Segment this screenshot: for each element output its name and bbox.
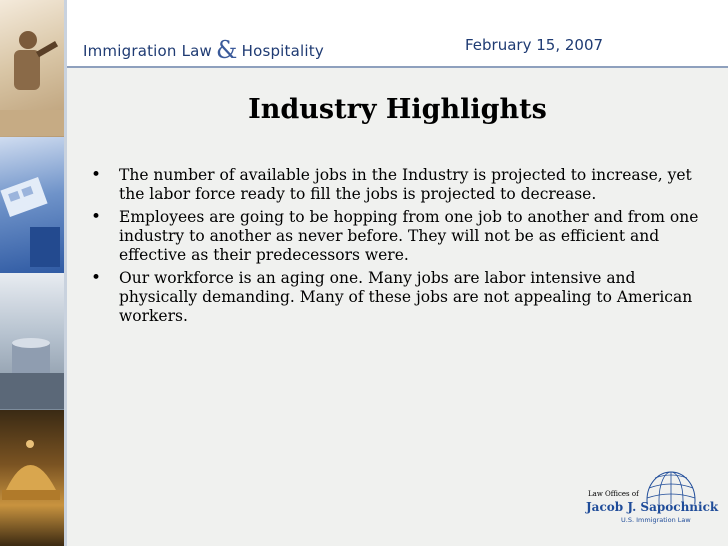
logo-name: Jacob J. Sapochnick: [586, 500, 719, 514]
bullet-text: Our workforce is an aging one. Many jobs are labor intensive and physically demanding. Many of these jobs are not appealing to American workers.: [119, 269, 693, 325]
globe-icon: [645, 470, 697, 504]
logo-small-text: Law Offices of: [588, 490, 639, 498]
photo-strip: [0, 0, 64, 546]
header-bar: [67, 0, 728, 66]
bullet-item: [91, 165, 699, 204]
bullet-item: [91, 207, 699, 265]
blue-building-photo: [0, 137, 64, 274]
logo-subtitle: U.S. Immigration Law: [621, 516, 691, 524]
hospitality-worker-photo: [0, 0, 64, 137]
header-date: February 15, 2007: [465, 36, 604, 54]
header-title-right: Hospitality: [241, 42, 324, 60]
bullet-list: [91, 165, 699, 330]
bullet-icon: •: [91, 165, 102, 185]
bullet-item: [91, 268, 699, 326]
slide-title: Industry Highlights: [248, 94, 547, 125]
bullet-text: Employees are going to be hopping from one job to another and from one industry to another as never before. They will not be as efficient and effective as their predecessors were.: [119, 208, 699, 264]
header-title-left: Immigration Law: [83, 42, 213, 60]
header-title: [83, 36, 324, 64]
bullet-icon: •: [91, 207, 102, 227]
header-ampersand: &: [216, 36, 238, 64]
bullet-text: The number of available jobs in the Industry is projected to increase, yet the labor force ready to fill the jobs is projected to decrease.: [119, 166, 692, 203]
law-office-logo: [585, 470, 719, 526]
kitchen-pot-photo: [0, 273, 64, 410]
service-bell-photo: [0, 410, 64, 546]
bullet-icon: •: [91, 268, 102, 288]
